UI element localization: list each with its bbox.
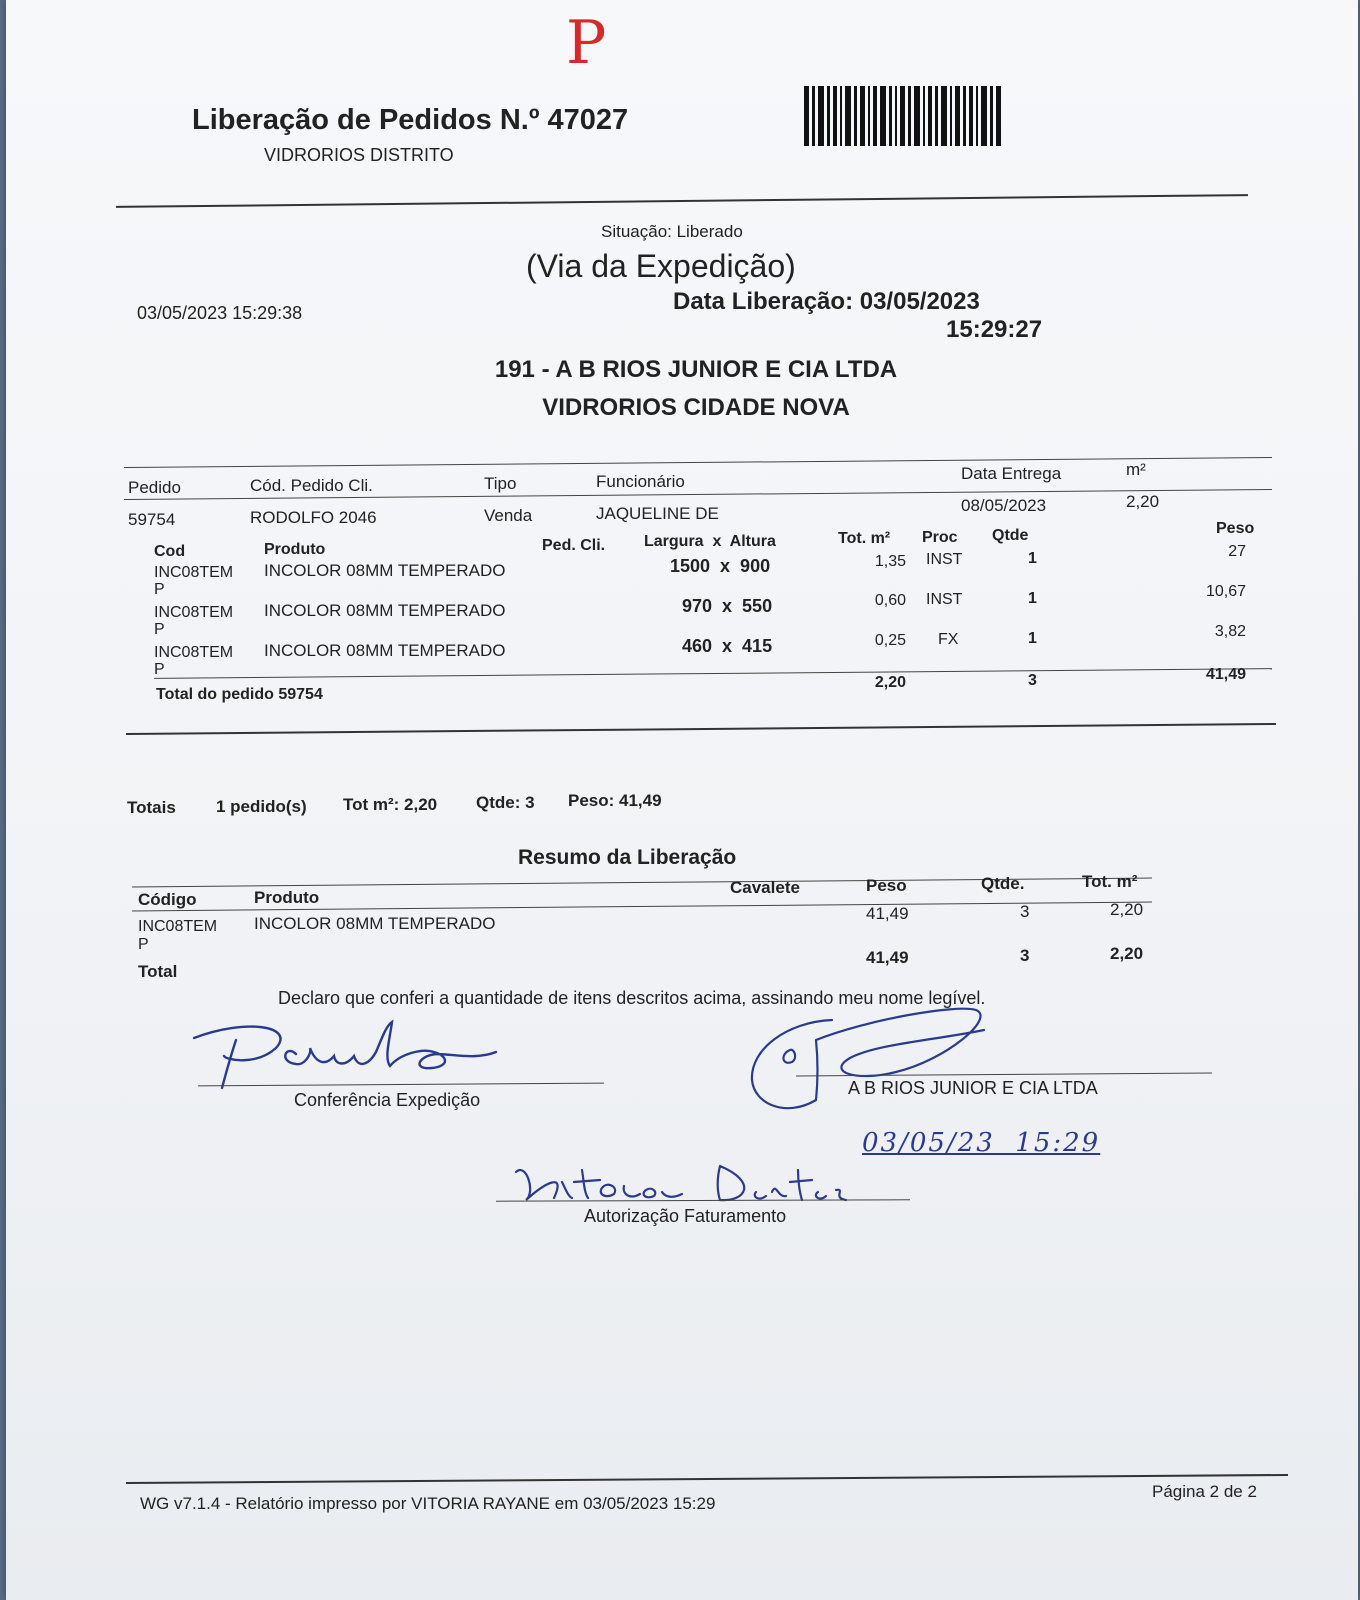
item-3-qtde: 1 bbox=[1028, 630, 1037, 647]
totals-m2: Tot m²: 2,20 bbox=[343, 795, 438, 814]
totals-label: Totais bbox=[127, 798, 176, 817]
order-m2-value: 2,20 bbox=[1126, 492, 1160, 511]
order-total-m2: 2,20 bbox=[874, 674, 906, 691]
col-m2: m² bbox=[1126, 460, 1146, 479]
order-funcionario-value: JAQUELINE DE bbox=[596, 504, 719, 523]
document-title: Liberação de Pedidos N.º 47027 bbox=[192, 104, 629, 136]
col-tipo: Tipo bbox=[484, 474, 517, 493]
footer-printed-by: WG v7.1.4 - Relatório impresso por VITORIA RAYANE em 03/05/2023 15:29 bbox=[140, 1494, 716, 1513]
resumo-col-cavalete: Cavalete bbox=[730, 878, 800, 897]
copy-type: (Via da Expedição) bbox=[526, 248, 796, 284]
footer-page-number: Página 2 de 2 bbox=[1152, 1482, 1257, 1501]
item-2-cod: INC08TEM bbox=[154, 604, 234, 621]
document-page bbox=[6, 0, 1358, 1600]
release-time: 15:29:27 bbox=[946, 316, 1043, 343]
signature-autorizacao bbox=[506, 1152, 866, 1212]
item-2-qtde: 1 bbox=[1028, 590, 1037, 607]
items-col-produto: Produto bbox=[264, 541, 326, 558]
items-col-qtde: Qtde bbox=[992, 527, 1029, 544]
order-top-line bbox=[124, 457, 1272, 468]
order-pedido-value: 59754 bbox=[128, 510, 176, 529]
cliente-label: A B RIOS JUNIOR E CIA LTDA bbox=[848, 1078, 1098, 1098]
item-1-cod: INC08TEM bbox=[154, 564, 234, 581]
item-1-qtde: 1 bbox=[1028, 550, 1037, 567]
item-3-produto: INCOLOR 08MM TEMPERADO bbox=[264, 641, 506, 660]
items-col-peso: Peso bbox=[1216, 520, 1255, 537]
totals-qtde: Qtde: 3 bbox=[476, 793, 535, 812]
item-1-dims: 1500 x 900 bbox=[670, 556, 771, 576]
col-data-entrega: Data Entrega bbox=[961, 464, 1062, 483]
order-tipo-value: Venda bbox=[484, 506, 533, 525]
print-timestamp: 03/05/2023 15:29:38 bbox=[137, 303, 303, 323]
order-total-label: Total do pedido 59754 bbox=[156, 686, 323, 703]
col-pedido: Pedido bbox=[128, 478, 181, 497]
barcode bbox=[804, 86, 1004, 146]
item-2-cod-cont: P bbox=[154, 621, 165, 638]
item-3-proc: FX bbox=[938, 631, 959, 648]
item-3-cod: INC08TEM bbox=[154, 644, 234, 661]
resumo-total-peso: 41,49 bbox=[866, 948, 909, 967]
item-1-peso: 27 bbox=[1228, 543, 1246, 560]
status-text: Situação: Liberado bbox=[601, 222, 743, 241]
item-2-dims: 970 x 550 bbox=[682, 596, 773, 616]
item-3-tot-m2: 0,25 bbox=[874, 632, 906, 649]
items-col-cod: Cod bbox=[154, 543, 186, 560]
col-funcionario: Funcionário bbox=[596, 472, 685, 491]
client-store: VIDRORIOS CIDADE NOVA bbox=[542, 394, 850, 421]
conferencia-label: Conferência Expedição bbox=[294, 1090, 481, 1110]
declaration-text: Declaro que conferi a quantidade de itens descritos acima, assinando meu nome legível. bbox=[278, 988, 986, 1008]
review-mark: P bbox=[566, 8, 607, 78]
company-name: VIDRORIOS DISTRITO bbox=[264, 145, 454, 165]
resumo-row-tot-m2: 2,20 bbox=[1110, 900, 1144, 919]
resumo-row-peso: 41,49 bbox=[866, 904, 909, 923]
order-bottom-line bbox=[126, 723, 1276, 735]
item-2-peso: 10,67 bbox=[1205, 583, 1246, 600]
item-3-cod-cont: P bbox=[154, 661, 165, 678]
resumo-title: Resumo da Liberação bbox=[518, 846, 737, 869]
resumo-col-tot-m2: Tot. m² bbox=[1082, 872, 1138, 891]
resumo-total-qtde: 3 bbox=[1020, 946, 1030, 965]
client-name: 191 - A B RIOS JUNIOR E CIA LTDA bbox=[494, 356, 898, 383]
resumo-col-qtde: Qtde. bbox=[981, 874, 1025, 893]
col-cod-pedido-cli: Cód. Pedido Cli. bbox=[250, 476, 373, 495]
item-2-produto: INCOLOR 08MM TEMPERADO bbox=[264, 601, 506, 620]
signature-cliente bbox=[746, 1000, 1026, 1120]
item-1-cod-cont: P bbox=[154, 581, 165, 598]
items-total-line bbox=[154, 668, 1272, 679]
items-col-proc: Proc bbox=[922, 529, 958, 546]
resumo-col-produto: Produto bbox=[254, 888, 320, 907]
item-3-dims: 460 x 415 bbox=[682, 636, 773, 656]
items-col-dims: Largura x Altura bbox=[644, 533, 776, 550]
resumo-row-codigo-cont: P bbox=[138, 936, 149, 953]
item-1-produto: INCOLOR 08MM TEMPERADO bbox=[264, 561, 506, 580]
footer-divider bbox=[126, 1474, 1288, 1484]
autorizacao-label: Autorização Faturamento bbox=[584, 1206, 787, 1226]
order-cod-cli-value: RODOLFO 2046 bbox=[250, 508, 377, 527]
item-1-proc: INST bbox=[926, 551, 963, 568]
totals-pedidos: 1 pedido(s) bbox=[216, 797, 307, 816]
item-3-peso: 3,82 bbox=[1214, 623, 1246, 640]
order-total-qtde: 3 bbox=[1028, 672, 1037, 689]
items-col-ped-cli: Ped. Cli. bbox=[542, 537, 606, 554]
resumo-col-codigo: Código bbox=[138, 890, 197, 909]
order-total-peso: 41,49 bbox=[1205, 666, 1246, 683]
resumo-col-peso: Peso bbox=[866, 876, 907, 895]
item-2-tot-m2: 0,60 bbox=[874, 592, 906, 609]
items-col-tot-m2: Tot. m² bbox=[838, 530, 891, 547]
resumo-row-codigo: INC08TEM bbox=[138, 918, 218, 935]
header-divider bbox=[116, 194, 1248, 208]
item-2-proc: INST bbox=[926, 591, 963, 608]
handwritten-date: 03/05/23 15:29 bbox=[862, 1128, 1101, 1158]
order-data-entrega-value: 08/05/2023 bbox=[961, 496, 1047, 515]
resumo-row-qtde: 3 bbox=[1020, 902, 1030, 921]
resumo-row-produto: INCOLOR 08MM TEMPERADO bbox=[254, 914, 496, 933]
item-1-tot-m2: 1,35 bbox=[874, 553, 906, 570]
resumo-total-label: Total bbox=[138, 962, 178, 981]
resumo-total-m2: 2,20 bbox=[1110, 944, 1144, 963]
totals-peso: Peso: 41,49 bbox=[568, 791, 662, 810]
release-date: Data Liberação: 03/05/2023 bbox=[673, 288, 980, 315]
